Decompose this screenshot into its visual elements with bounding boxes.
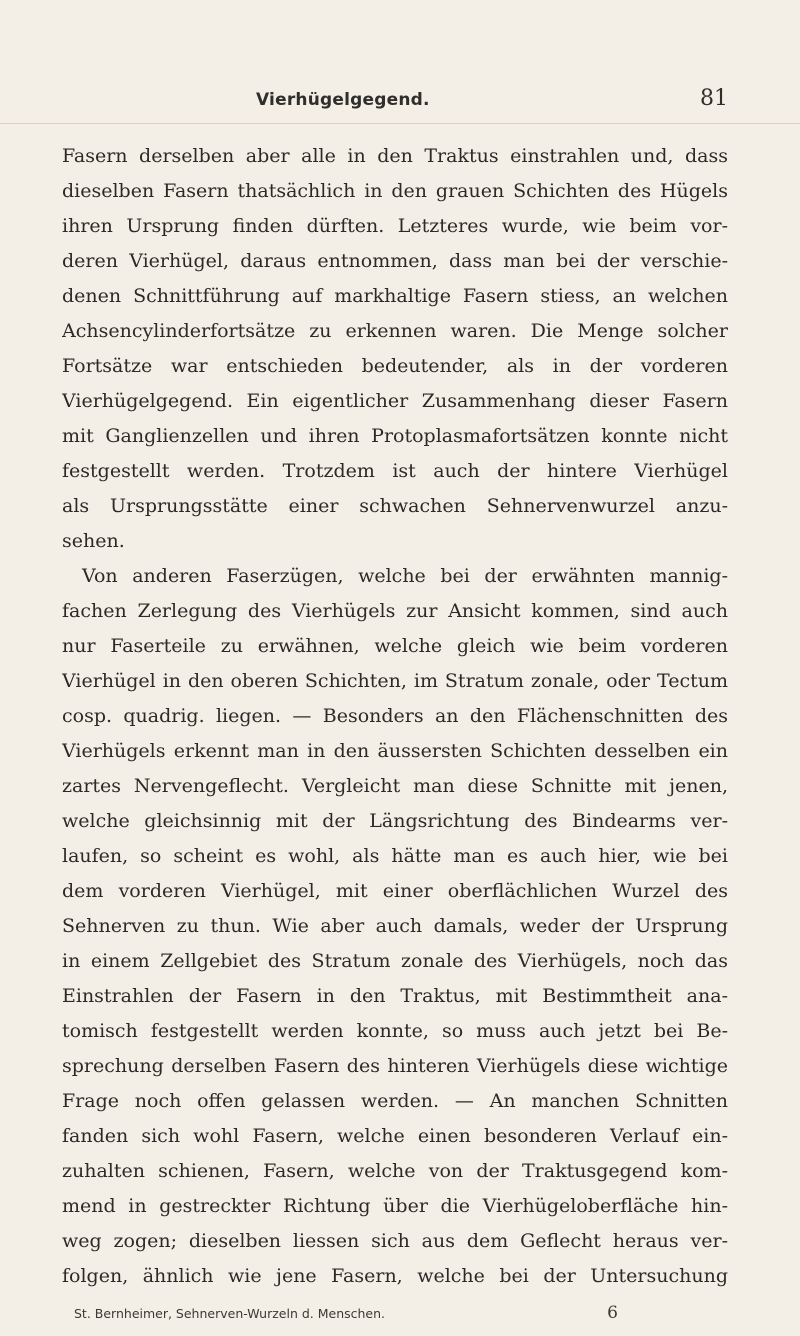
text-line: welche gleichsinnig mit der Längsrichtung des Bindearms ver- bbox=[62, 810, 728, 832]
text-line: Achsencylinderfortsätze zu erkennen waren. Die Menge solcher bbox=[62, 320, 728, 342]
text-line: als Ursprungsstätte einer schwachen Sehnervenwurzel anzu- bbox=[62, 495, 728, 517]
text-line: mit Ganglienzellen und ihren Protoplasmafortsätzen konnte nicht bbox=[62, 425, 728, 447]
text-line: in einem Zellgebiet des Stratum zonale des Vierhügels, noch das bbox=[62, 950, 728, 972]
page-footer bbox=[62, 1303, 728, 1325]
text-line: Vierhügel in den oberen Schichten, im Stratum zonale, oder Tectum bbox=[62, 670, 728, 692]
text-line: zartes Nervengeflecht. Vergleicht man diese Schnitte mit jenen, bbox=[62, 775, 728, 797]
text-line: ihren Ursprung finden dürften. Letzteres wurde, wie beim vor- bbox=[62, 215, 728, 237]
text-line: tomisch festgestellt werden konnte, so muss auch jetzt bei Be- bbox=[62, 1020, 728, 1042]
text-line: dieselben Fasern thatsächlich in den grauen Schichten des Hügels bbox=[62, 180, 728, 202]
running-head bbox=[256, 86, 728, 120]
text-line: weg zogen; dieselben liessen sich aus dem Geflecht heraus ver- bbox=[62, 1230, 728, 1252]
text-line: nur Faserteile zu erwähnen, welche gleich wie beim vorderen bbox=[62, 635, 728, 657]
text-line: mend in gestreckter Richtung über die Vierhügeloberfläche hin- bbox=[62, 1195, 728, 1217]
text-line-paragraph-end: sehen. bbox=[62, 530, 125, 552]
page-number: 81 bbox=[700, 86, 728, 111]
text-line: zuhalten schienen, Fasern, welche von der Traktusgegend kom- bbox=[62, 1160, 728, 1182]
text-line: Vierhügelgegend. Ein eigentlicher Zusammenhang dieser Fasern bbox=[62, 390, 728, 412]
text-line: deren Vierhügel, daraus entnommen, dass man bei der verschie- bbox=[62, 250, 728, 272]
text-line: cosp. quadrig. liegen. — Besonders an den Flächenschnitten des bbox=[62, 705, 728, 727]
text-line: Fasern derselben aber alle in den Traktus einstrahlen und, dass bbox=[62, 145, 728, 167]
text-line-paragraph-start: Von anderen Faserzügen, welche bei der erwähnten mannig- bbox=[82, 565, 728, 587]
text-line: Frage noch offen gelassen werden. — An manchen Schnitten bbox=[62, 1090, 728, 1112]
running-title: Vierhügelgegend. bbox=[256, 90, 430, 110]
text-line: sprechung derselben Fasern des hinteren Vierhügels diese wichtige bbox=[62, 1055, 728, 1077]
text-line: Fortsätze war entschieden bedeutender, als in der vorderen bbox=[62, 355, 728, 377]
text-line: laufen, so scheint es wohl, als hätte man es auch hier, wie bei bbox=[62, 845, 728, 867]
text-line: folgen, ähnlich wie jene Fasern, welche bei der Untersuchung bbox=[62, 1265, 728, 1287]
text-line: Einstrahlen der Fasern in den Traktus, mit Bestimmtheit ana- bbox=[62, 985, 728, 1007]
text-line: dem vorderen Vierhügel, mit einer oberflächlichen Wurzel des bbox=[62, 880, 728, 902]
text-line: Sehnerven zu thun. Wie aber auch damals, weder der Ursprung bbox=[62, 915, 728, 937]
text-line: fanden sich wohl Fasern, welche einen besonderen Verlauf ein- bbox=[62, 1125, 728, 1147]
text-line: festgestellt werden. Trotzdem ist auch der hintere Vierhügel bbox=[62, 460, 728, 482]
body-text bbox=[62, 139, 728, 1294]
text-line: Vierhügels erkennt man in den äussersten Schichten desselben ein bbox=[62, 740, 728, 762]
footer-citation: St. Bernheimer, Sehnerven-Wurzeln d. Menschen. bbox=[74, 1306, 386, 1321]
signature-mark: 6 bbox=[607, 1303, 618, 1323]
text-line: denen Schnittführung auf markhaltige Fasern stiess, an welchen bbox=[62, 285, 728, 307]
header-rule bbox=[0, 123, 800, 124]
text-line: fachen Zerlegung des Vierhügels zur Ansicht kommen, sind auch bbox=[62, 600, 728, 622]
